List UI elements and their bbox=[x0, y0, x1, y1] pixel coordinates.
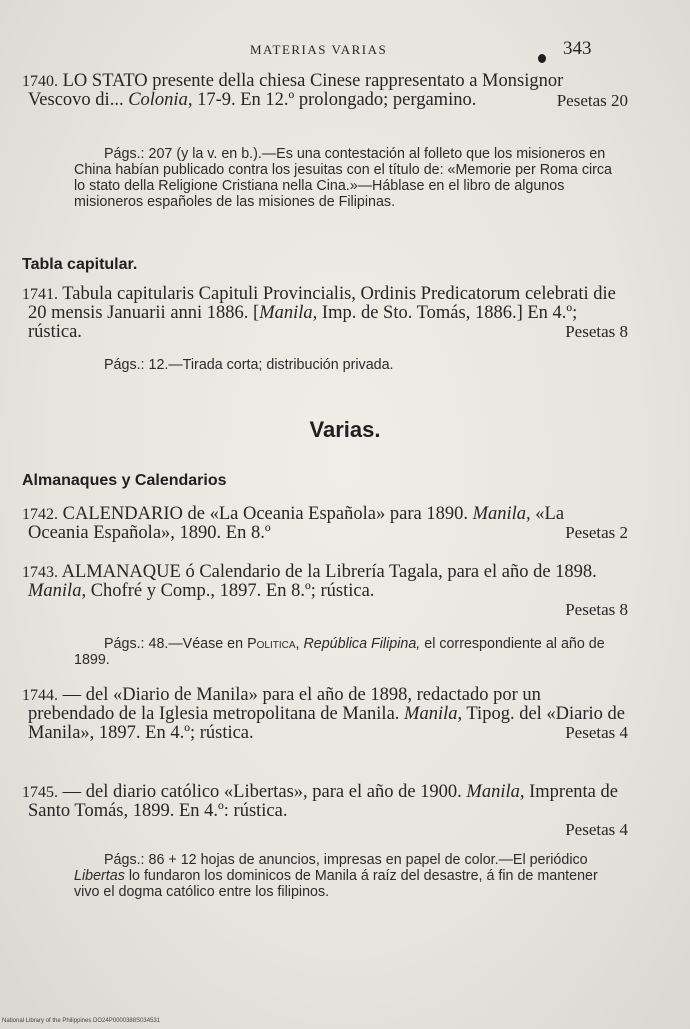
entry-note-1741: Págs.: 12.—Tirada corta; distribución privada. bbox=[104, 357, 394, 373]
entry-place: Manila, bbox=[472, 504, 531, 524]
section-heading-tabla: Tabla capitular. bbox=[22, 256, 138, 273]
entry-place: Manila, bbox=[404, 704, 463, 724]
entry-imprint: 17-9. En 12.º prolongado; pergamino. bbox=[192, 90, 477, 110]
entry-number: 1740. bbox=[22, 73, 58, 90]
entry-imprint: «La Oceania Española», 1890. En 8.º bbox=[28, 504, 565, 543]
entry-number: 1742. bbox=[22, 506, 58, 523]
entry-title: LO STATO presente della chiesa Cinese rappresentato a Monsignor Vescovo di... bbox=[28, 71, 564, 110]
entry-price: Pesetas 2 bbox=[565, 523, 628, 542]
ink-speck bbox=[538, 54, 546, 63]
entry-price: Pesetas 8 bbox=[565, 600, 628, 619]
entry-price: Pesetas 4 bbox=[565, 820, 628, 839]
entry-price: Pesetas 8 bbox=[565, 322, 628, 341]
entry-1741 bbox=[22, 284, 628, 342]
entry-number: 1744. bbox=[22, 687, 58, 704]
entry-imprint: Imprenta de Santo Tomás, 1899. En 4.º: rústica. bbox=[28, 782, 618, 821]
entry-price: Pesetas 4 bbox=[565, 723, 628, 742]
section-heading-almanaques: Almanaques y Calendarios bbox=[22, 472, 227, 489]
entry-note-1745: Págs.: 86 + 12 hojas de anuncios, impresas en papel de color.—El periódico Libertas lo fundaron los dominicos de Manila á raíz del desastre, á fin de mantener vivo el dogma católico entre los filipinos. bbox=[74, 852, 598, 900]
entry-place: Manila, bbox=[28, 581, 87, 601]
entry-place: Manila, bbox=[259, 303, 318, 323]
entry-imprint: Tipog. del «Diario de Manila», 1897. En 4.º; rústica. bbox=[28, 704, 626, 743]
entry-place: Colonia, bbox=[128, 90, 193, 110]
scan-credit: National Library of the Philippines DO24P0000388S034531 bbox=[2, 1018, 161, 1024]
entry-title: — del «Diario de Manila» para el año de 1898, redactado por un prebendado de la Iglesia metropolitana de Manila. bbox=[28, 685, 541, 724]
entry-place: Manila, bbox=[466, 782, 525, 802]
entry-price: Pesetas 20 bbox=[556, 91, 628, 110]
entry-imprint: Imp. de Sto. Tomás, 1886.] En 4.º; rústica. bbox=[28, 303, 578, 342]
entry-title: ALMANAQUE ó Calendario de la Librería Tagala, para el año de 1898. bbox=[58, 562, 597, 582]
running-head: MATERIAS VARIAS bbox=[250, 42, 388, 57]
page-header bbox=[0, 40, 690, 70]
entry-imprint: Chofré y Comp., 1897. En 8.º; rústica. bbox=[86, 581, 375, 601]
entry-title: CALENDARIO de «La Oceania Española» para 1890. bbox=[58, 504, 473, 524]
entry-number: 1741. bbox=[22, 286, 58, 303]
entry-1743 bbox=[22, 562, 628, 619]
entry-note-1743: Págs.: 48.—Véase en Politica, República Filipina, el correspondiente al año de 1899. bbox=[74, 636, 605, 668]
entry-1742 bbox=[22, 504, 628, 543]
main-heading-varias: Varias. bbox=[309, 417, 381, 442]
entry-1745 bbox=[22, 782, 628, 839]
entry-1744 bbox=[22, 685, 628, 743]
entry-1740 bbox=[22, 71, 628, 110]
entry-note-1740: Págs.: 207 (y la v. en b.).—Es una contestación al folleto que los misioneros en China habían publicado contra los jesuitas con el título de: «Memorie per Roma circa lo stato della Religione Cristiana nella Cina.»—Háblase en el libro de algunos misioneros españoles de las misiones de Filipinas. bbox=[74, 146, 613, 210]
entry-number: 1745. bbox=[22, 784, 58, 801]
page-number: 343 bbox=[563, 38, 592, 59]
entry-title: — del diario católico «Libertas», para el año de 1900. bbox=[58, 782, 467, 802]
entry-title: Tabula capitularis Capituli Provincialis, Ordinis Predicatorum celebrati die 20 mensis Januarii anni 1886. [ bbox=[28, 284, 616, 323]
entry-number: 1743. bbox=[22, 564, 58, 581]
